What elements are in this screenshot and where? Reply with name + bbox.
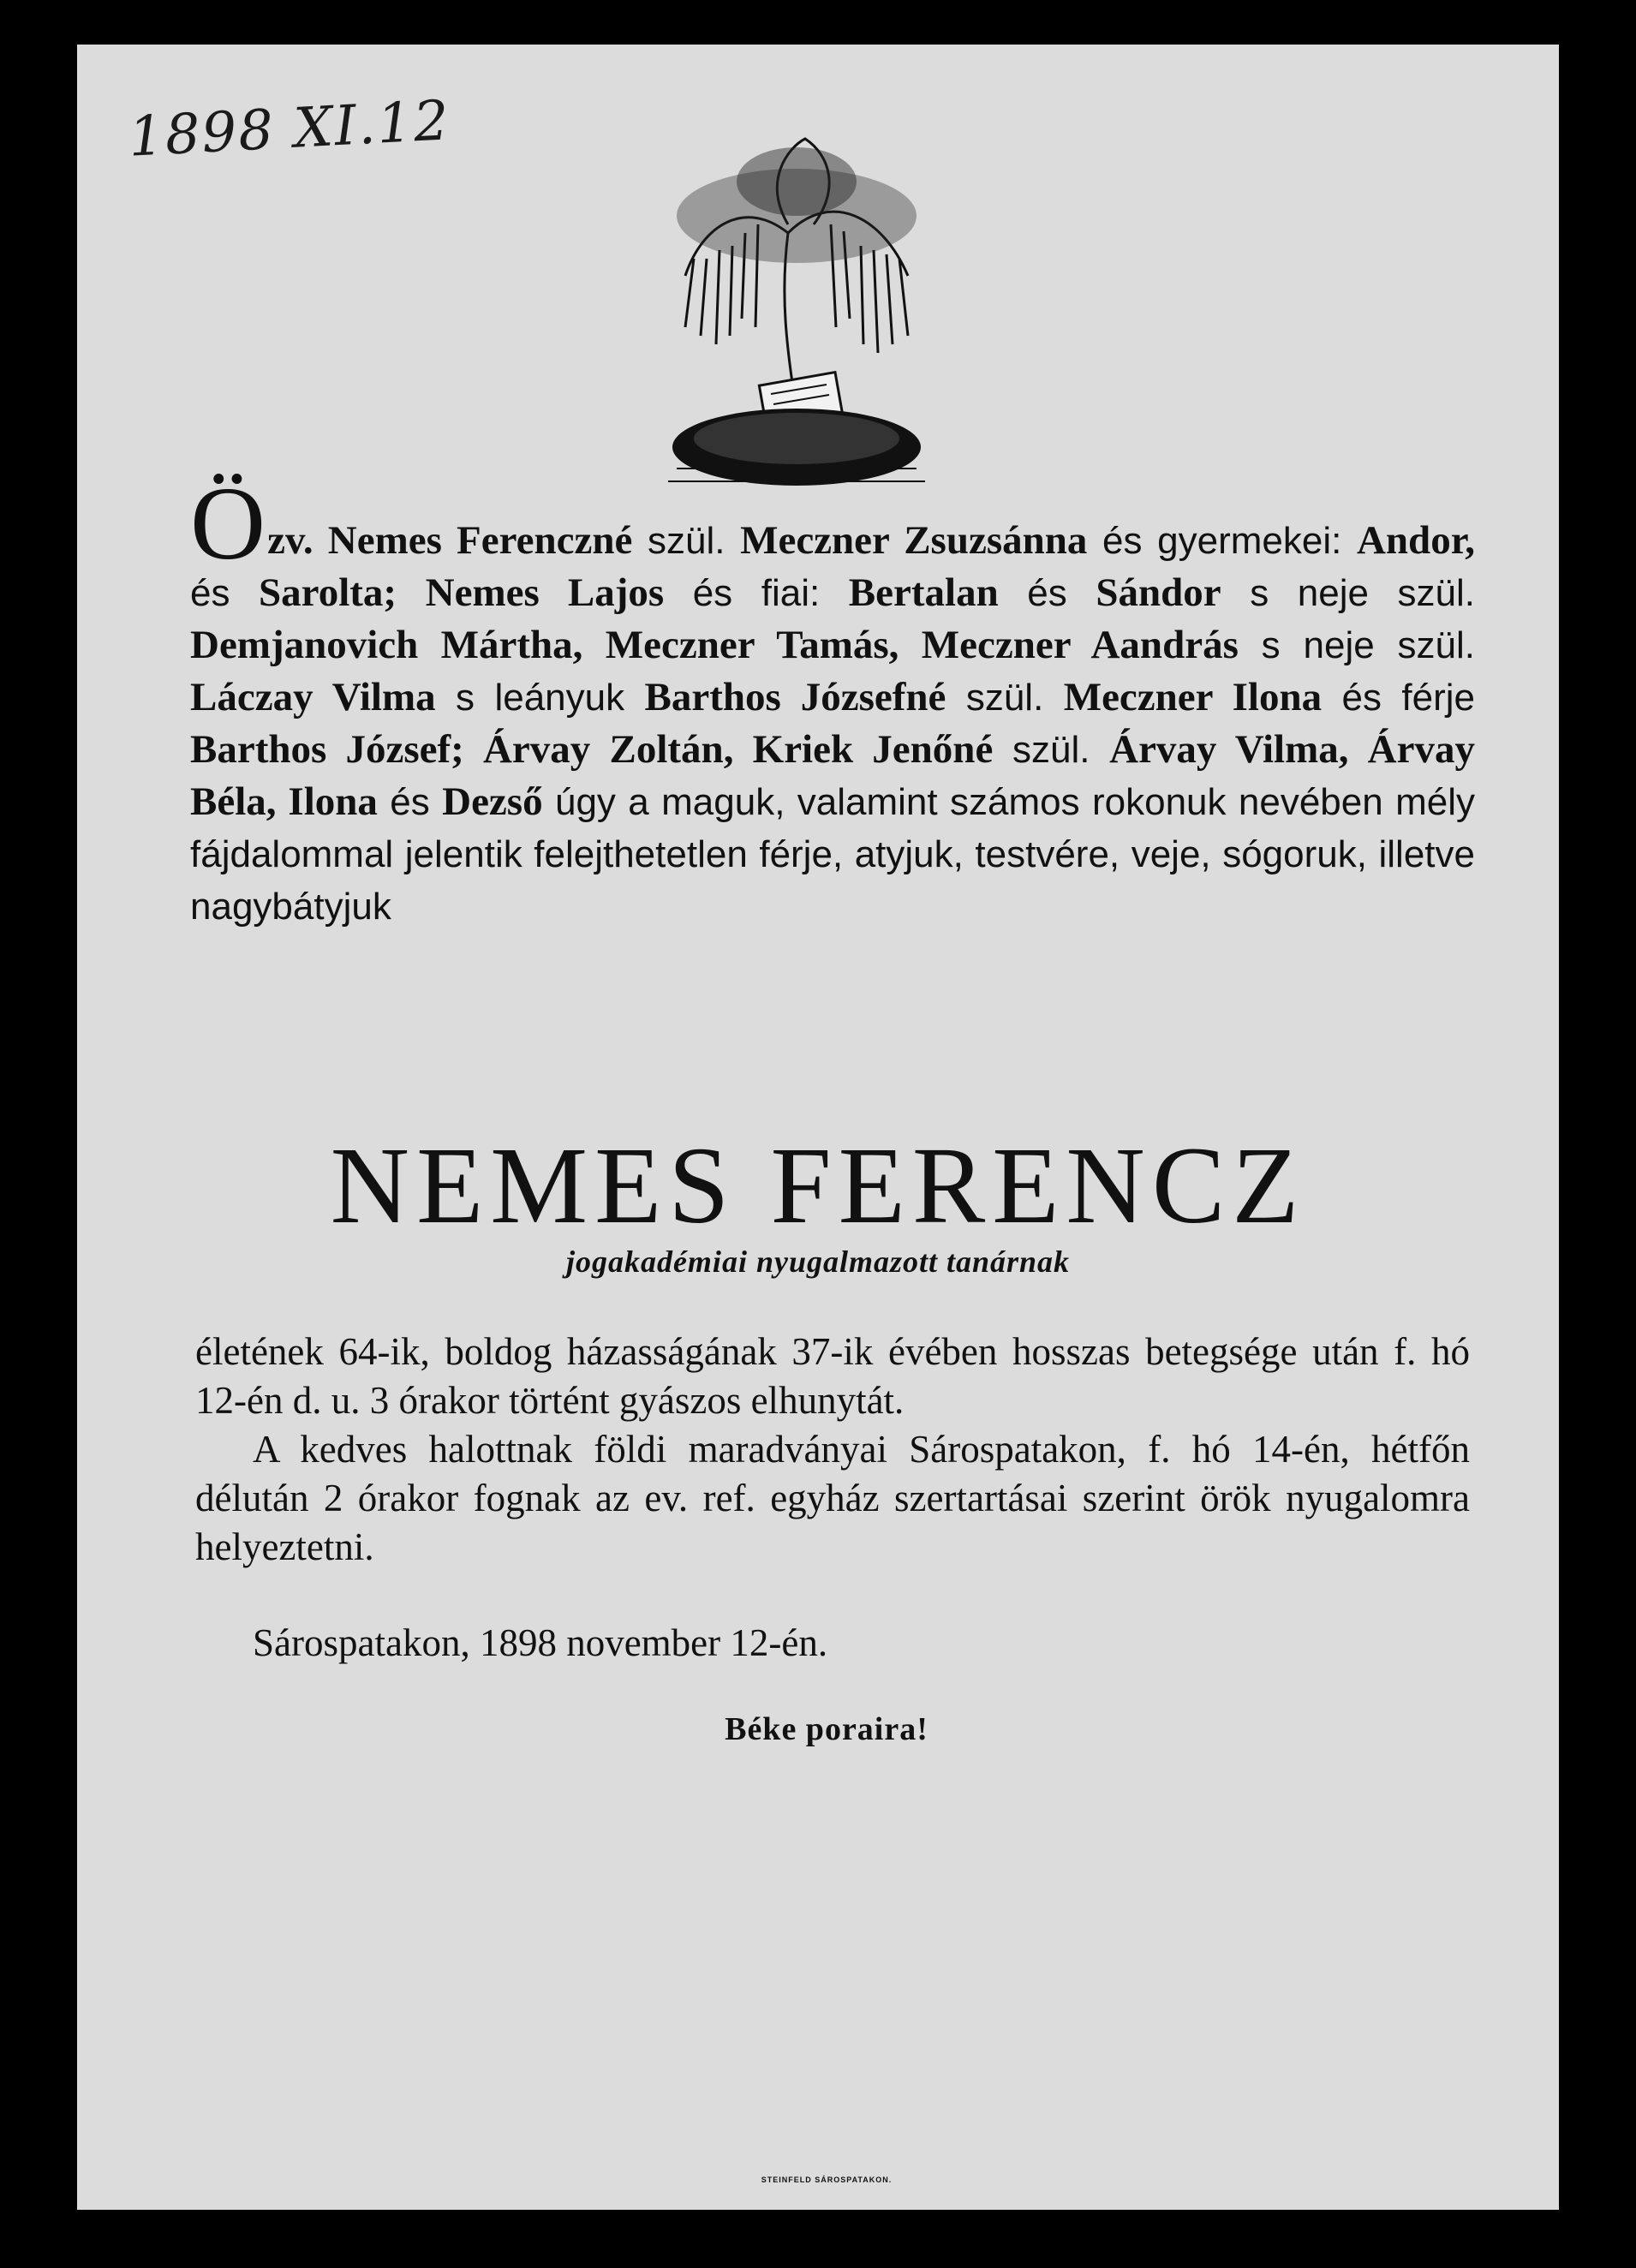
name-run: Bertalan (848, 570, 999, 615)
text-run: és (377, 781, 443, 823)
name-run: Andor, (1356, 518, 1475, 563)
name-run: Barthos Józsefné (644, 675, 946, 719)
weeping-willow-icon (660, 130, 934, 524)
name-run: Sarolta; (259, 570, 397, 615)
intro-text (190, 520, 1475, 928)
text-run: és fiai: (664, 572, 849, 614)
text-run: szül. (993, 729, 1110, 771)
announcement-intro (190, 466, 1475, 933)
name-run: Láczay Vilma (190, 675, 436, 719)
text-run: és (998, 572, 1096, 614)
text-run: szül. (946, 677, 1064, 719)
text-run: s neje szül. (1238, 624, 1475, 666)
document-page (77, 45, 1559, 2210)
text-run: és gyermekei: (1087, 520, 1357, 562)
body-paragraph: életének 64-ik, boldog házasságának 37-ik évében hosszas betegsége után f. hó 12-én d. u. 3 órakor történt gyászos elhunytát. (195, 1330, 1470, 1422)
text-run: s leányuk (435, 677, 645, 719)
text-run: s neje szül. (1221, 572, 1475, 614)
name-run: zv. Nemes Ferenczné (267, 518, 633, 563)
text-run: és férje (1322, 677, 1475, 719)
deceased-title: jogakadémiai nyugalmazott tanárnak (565, 1244, 1071, 1279)
closing-line: Béke poraira! (725, 1711, 928, 1747)
text-run: és (190, 572, 260, 614)
text-run: szül. (632, 520, 741, 562)
name-run: Árvay Vilma, Árvay Béla, Ilona (190, 727, 1475, 824)
place-date: Sárospatakon, 1898 november 12-én. (253, 1621, 828, 1664)
deceased-name: NEMES FERENCZ (330, 1125, 1306, 1246)
text-run: úgy a maguk, valamint számos rokonuk nevében mély fájdalommal jelentik felejthetetlen férje, atyjuk, testvére, veje, sógoruk, illetve nagybátyjuk (190, 781, 1475, 928)
text-run (397, 572, 426, 614)
printer-imprint: STEINFELD SÁROSPATAKON. (761, 2175, 893, 2184)
name-run: Dezső (442, 779, 543, 824)
handwritten-date-annotation: 1898 XI.12 (127, 89, 452, 170)
announcement-body (195, 1328, 1470, 1572)
name-run: Nemes Lajos (425, 570, 665, 615)
name-run: Meczner Ilona (1063, 675, 1323, 719)
name-run: Demjanovich Mártha, Meczner Tamás, Meczner Aandrás (190, 623, 1239, 667)
name-run: Barthos József; Árvay Zoltán, Kriek Jenőné (190, 727, 994, 772)
drop-cap: Ö (190, 466, 266, 582)
name-run: Sándor (1096, 570, 1221, 615)
name-run: Meczner Zsuzsánna (740, 518, 1088, 563)
body-paragraph: A kedves halottnak földi maradványai Sárospatakon, f. hó 14-én, hétfőn délután 2 órakor fognak az ev. ref. egyház szertartásai szerint örök nyugalomra helyeztetni. (195, 1428, 1470, 1568)
